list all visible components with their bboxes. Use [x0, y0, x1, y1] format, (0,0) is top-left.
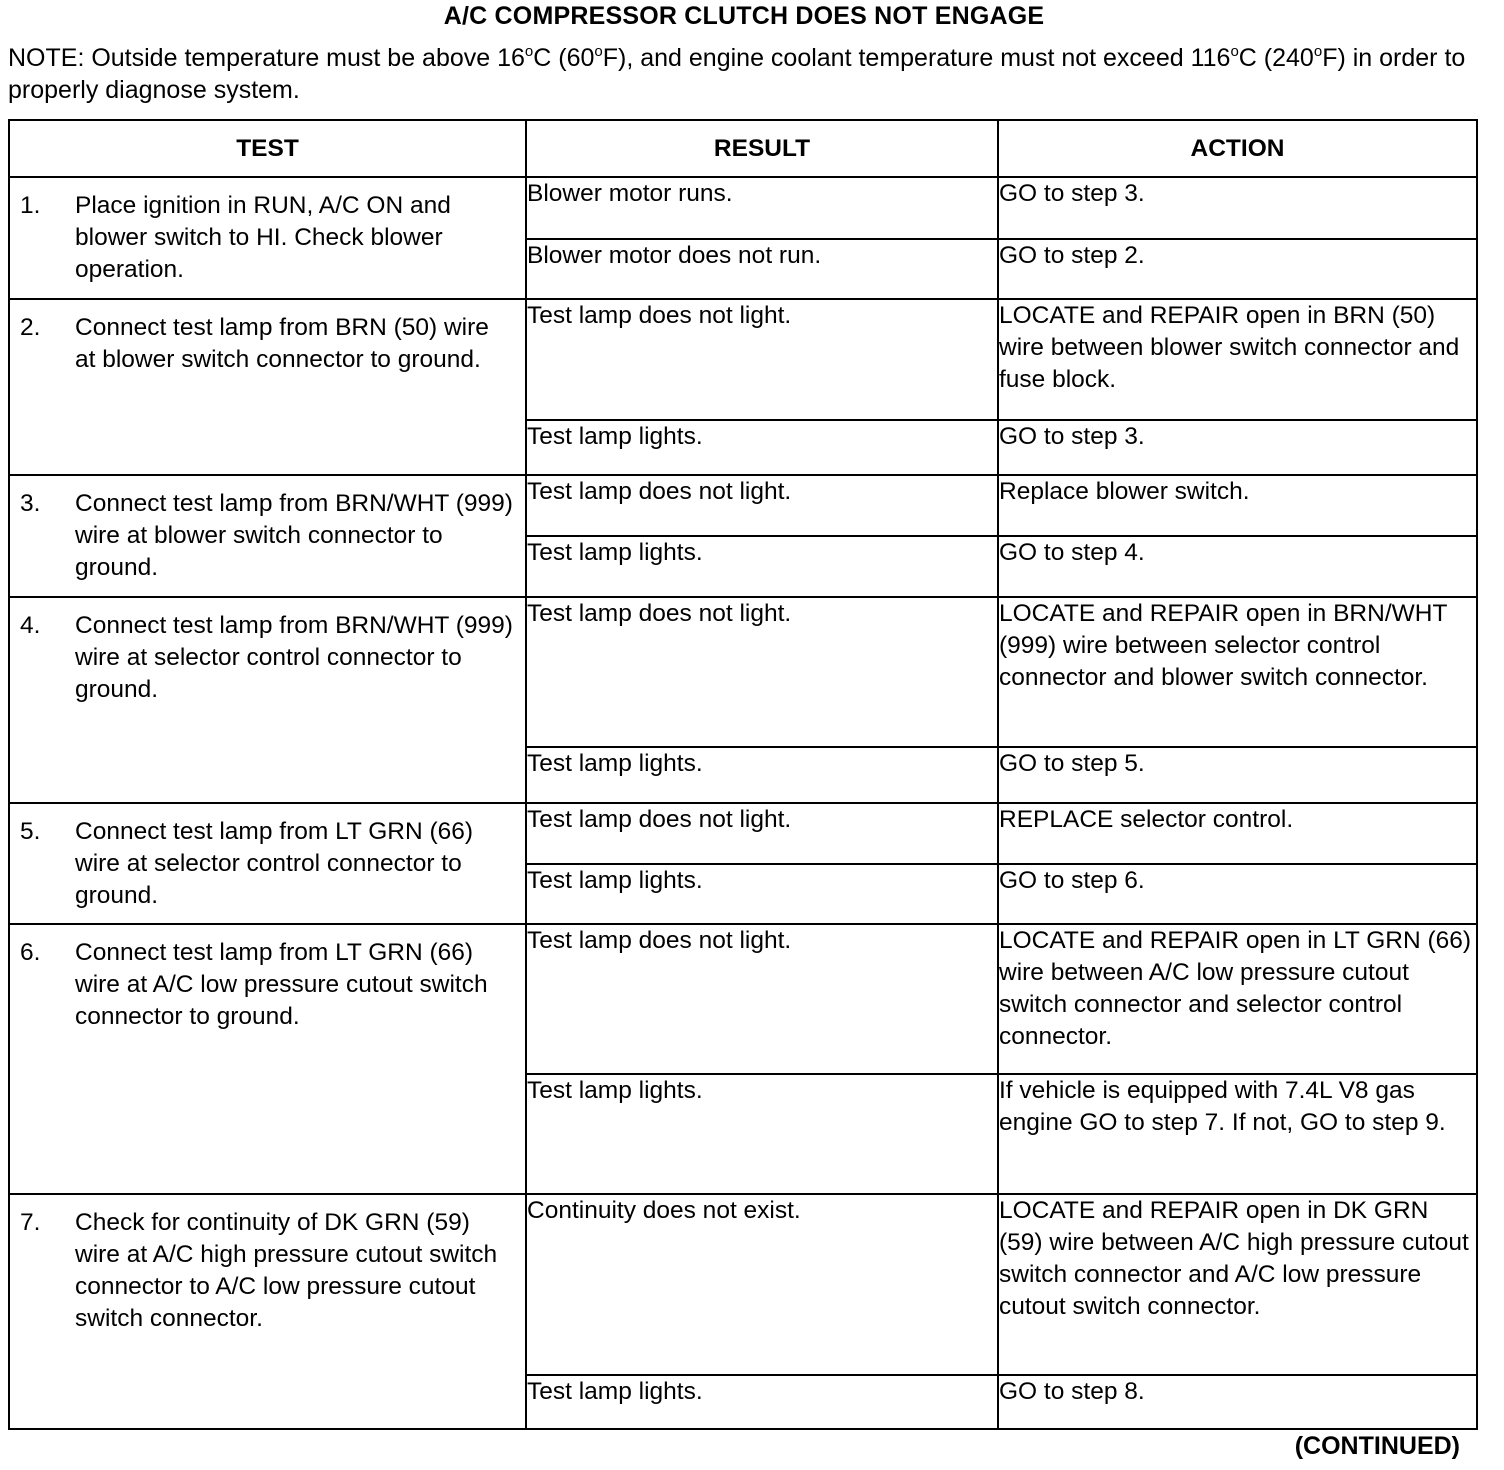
test-text: Check for continuity of DK GRN (59) wire at A/C high pressure cutout switch connector to A/C low pressure cutout switch connector.: [75, 1209, 498, 1332]
header-result: RESULT: [526, 120, 998, 177]
table-row: [9, 803, 1477, 864]
test-cell: [9, 1194, 526, 1429]
diagnosis-table: [8, 119, 1478, 1430]
note-text-4: C (240: [1238, 44, 1314, 72]
step-number: 7.: [20, 1209, 41, 1236]
result-cell: Test lamp lights.: [526, 1375, 998, 1429]
table-row: [9, 597, 1477, 747]
test-text: Connect test lamp from BRN/WHT (999) wire at blower switch connector to ground.: [75, 490, 513, 581]
test-text: Connect test lamp from BRN/WHT (999) wire at selector control connector to ground.: [75, 612, 513, 703]
note-text-2: C (60: [533, 44, 595, 72]
header-test: TEST: [9, 120, 526, 177]
step-number: 4.: [20, 612, 41, 639]
result-cell: Test lamp does not light.: [526, 299, 998, 420]
result-cell: Test lamp lights.: [526, 1074, 998, 1194]
result-cell: Test lamp does not light.: [526, 475, 998, 536]
result-cell: Test lamp lights.: [526, 536, 998, 597]
test-text: Connect test lamp from BRN (50) wire at blower switch connector to ground.: [75, 314, 489, 373]
action-cell: If vehicle is equipped with 7.4L V8 gas engine GO to step 7. If not, GO to step 9.: [998, 1074, 1477, 1194]
result-cell: Blower motor does not run.: [526, 239, 998, 299]
header-action: ACTION: [998, 120, 1477, 177]
result-cell: Blower motor runs.: [526, 177, 998, 239]
result-cell: Test lamp lights.: [526, 747, 998, 803]
test-text: Connect test lamp from LT GRN (66) wire at A/C low pressure cutout switch connector to ground.: [75, 939, 488, 1030]
degree-symbol: o: [1230, 43, 1239, 60]
test-cell: [9, 924, 526, 1194]
test-text: Place ignition in RUN, A/C ON and blower switch to HI. Check blower operation.: [75, 192, 451, 283]
step-number: 5.: [20, 818, 41, 845]
step-number: 6.: [20, 939, 41, 966]
note-text-1: NOTE: Outside temperature must be above 16: [8, 44, 525, 72]
table-row: [9, 299, 1477, 420]
degree-symbol: o: [594, 43, 603, 60]
note-text-5: F) in order to properly diagnose system.: [8, 44, 1466, 104]
action-cell: LOCATE and REPAIR open in LT GRN (66) wire between A/C low pressure cutout switch connector and selector control connector.: [998, 924, 1477, 1074]
table-row: [9, 475, 1477, 536]
result-cell: Test lamp lights.: [526, 864, 998, 924]
action-cell: LOCATE and REPAIR open in BRN (50) wire between blower switch connector and fuse block.: [998, 299, 1477, 420]
degree-symbol: o: [1313, 43, 1323, 60]
test-cell: [9, 597, 526, 803]
result-cell: Test lamp lights.: [526, 420, 998, 475]
test-cell: [9, 475, 526, 597]
step-number: 2.: [20, 314, 41, 341]
action-cell: GO to step 2.: [998, 239, 1477, 299]
result-cell: Test lamp does not light.: [526, 924, 998, 1074]
action-cell: LOCATE and REPAIR open in BRN/WHT (999) wire between selector control connector and blower switch connector.: [998, 597, 1477, 747]
action-cell: LOCATE and REPAIR open in DK GRN (59) wire between A/C high pressure cutout switch connector and A/C low pressure cutout switch connector.: [998, 1194, 1477, 1375]
action-cell: GO to step 8.: [998, 1375, 1477, 1429]
test-cell: [9, 299, 526, 475]
action-cell: GO to step 4.: [998, 536, 1477, 597]
test-cell: [9, 177, 526, 299]
note-text-3: F), and engine coolant temperature must not exceed 116: [602, 44, 1231, 72]
degree-symbol: o: [524, 43, 534, 60]
action-cell: REPLACE selector control.: [998, 803, 1477, 864]
action-cell: GO to step 6.: [998, 864, 1477, 924]
test-cell: [9, 803, 526, 924]
action-cell: GO to step 3.: [998, 420, 1477, 475]
action-cell: GO to step 3.: [998, 177, 1477, 239]
step-number: 1.: [20, 192, 41, 219]
result-cell: Continuity does not exist.: [526, 1194, 998, 1375]
page-title: A/C COMPRESSOR CLUTCH DOES NOT ENGAGE: [443, 2, 1045, 30]
table-row: [9, 1194, 1477, 1375]
continued-label: (CONTINUED): [1294, 1432, 1460, 1460]
table-header-row: [9, 120, 1477, 177]
note-paragraph: [8, 42, 1488, 106]
action-cell: Replace blower switch.: [998, 475, 1477, 536]
table-row: [9, 924, 1477, 1074]
result-cell: Test lamp does not light.: [526, 597, 998, 747]
step-number: 3.: [20, 490, 41, 517]
result-cell: Test lamp does not light.: [526, 803, 998, 864]
action-cell: GO to step 5.: [998, 747, 1477, 803]
test-text: Connect test lamp from LT GRN (66) wire at selector control connector to ground.: [75, 818, 474, 909]
table-row: [9, 177, 1477, 239]
